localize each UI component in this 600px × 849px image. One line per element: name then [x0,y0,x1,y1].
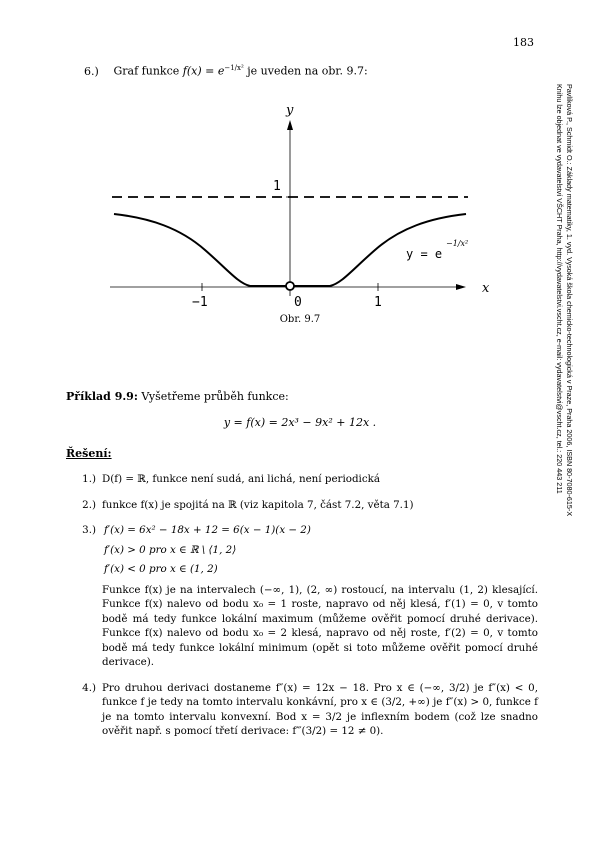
list-item-3 [66,523,538,670]
figure-caption: Obr. 9.7 [279,314,321,325]
list-item-3-line-3: f′(x) < 0 pro x ∈ (1, 2) [104,563,218,575]
tick-label-1: 1 [374,295,382,310]
list-item-4-number: 4.) [82,681,96,694]
list-item-4 [66,681,538,739]
side-note-line-1: Pavlíková P., Schmidt O.: Základy matematiky, 1. vyd. Vysoká škola chemicko-technologická v Praze, Praha 2006, ISBN 80-7080-615-X [565,84,574,517]
solution-list [66,472,538,750]
item-6-text-after: je uveden na obr. 9.7: [243,64,368,78]
example-text: Vyšetřeme průběh funkce: [141,390,289,403]
side-note [534,84,574,604]
example-label: Příklad 9.9: [66,390,138,403]
list-item-4-text: Pro druhou derivaci dostaneme f″(x) = 12x − 18. Pro x ∈ (−∞, 3/2) je f″(x) < 0, funkce f je tedy na tomto intervalu konkávní, pro x ∈ (3/2, +∞) je f″(x) > 0, funkce f je na tomto intervalu konvexní. Bod x = 3/2 je inflexním bodem (což lze snadno ověřit např. s pomocí třetí derivace: f‴(3/2) = 12 ≠ 0). [102,681,538,737]
curve-label-exponent: −1/x² [446,239,469,248]
figure-9-7 [110,100,490,310]
list-item-1 [66,472,538,487]
list-item-3-number: 3.) [82,524,96,536]
list-item-3-line-2: f′(x) > 0 pro x ∈ ℝ \ ⟨1, 2⟩ [104,543,237,556]
x-axis-label: x [482,281,490,296]
list-item-1-text: D(f) = ℝ, funkce není sudá, ani lichá, není periodická [102,473,381,485]
asymptote-label: 1 [273,179,281,194]
tick-label-neg1: −1 [192,295,208,310]
example-heading [66,390,289,403]
list-item-3-line-1: f′(x) = 6x² − 18x + 12 = 6(x − 1)(x − 2) [104,524,311,536]
item-6-exponent: −1/x² [224,64,244,72]
list-item-2-text: funkce f(x) je spojitá na ℝ (viz kapitola 7, část 7.2, věta 7.1) [102,498,414,511]
list-item-1-number: 1.) [82,473,96,485]
x-axis-arrow [456,284,466,290]
y-axis-label: y [286,103,294,118]
item-6 [84,64,368,78]
page-number: 183 [513,36,534,49]
excluded-point-circle [286,282,294,290]
item-6-text-before: Graf funkce [113,64,183,78]
curve-label: y = e [406,247,443,261]
example-equation: y = f(x) = 2x³ − 9x² + 12x . [223,416,377,429]
list-item-3-paragraph: Funkce f(x) je na intervalech (−∞, 1), (2, ∞) rostoucí, na intervalu (1, 2) klesající. Funkce f(x) nalevo od bodu x₀ = 1 roste, napravo od něj klesá, f′(1) = 0, v tomto bodě má tedy funkce lokální maximum (můžeme ověřit pomocí druhé derivace). Funkce f(x) nalevo od bodu x₀ = 2 klesá, napravo od něj roste, f′(2) = 0, v tomto bodě má tedy funkce lokální minimum (opět si toto můžeme ověřit pomocí druhé derivace). [102,583,538,668]
list-item-2-number: 2.) [82,498,96,511]
tick-label-0: 0 [294,295,302,310]
item-6-number: 6.) [84,64,99,78]
list-item-2 [66,498,538,513]
side-note-line-2: Knihu lze objednat ve vydavatelství VŠCHT Praha, http://vydavatelstvi.vscht.cz, e-mail: vydavatelstvi@vscht.cz, tel.: 220 443 211 [555,84,564,494]
y-axis-arrow [287,120,293,130]
item-6-function: f(x) = e [182,64,225,78]
solution-heading: Řešení: [66,447,112,460]
